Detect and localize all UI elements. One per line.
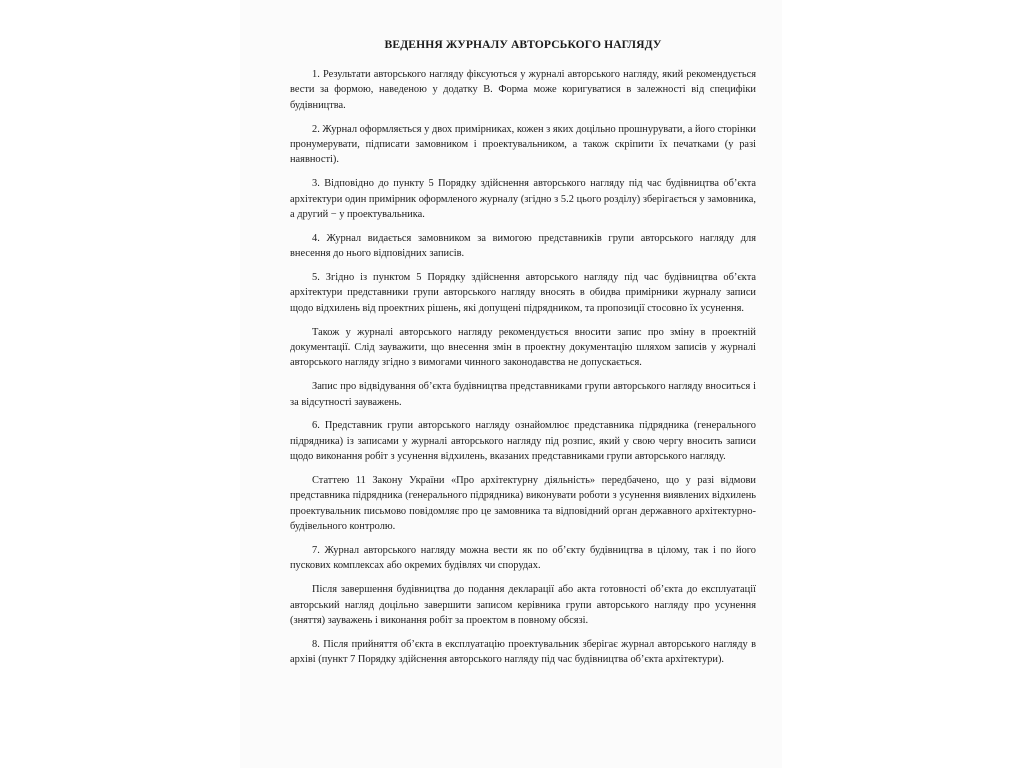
paragraph-8: 6. Представник групи авторського нагляду ознайомлює представника підрядника (генерального підрядника) із записами у журналі авторського нагляду під розпис, який у свою чергу вносить записи щодо виконання робіт з усунення відхилень, вказаних представниками групи авторського нагляду.	[290, 420, 756, 463]
paragraph-10: 7. Журнал авторського нагляду можна вести як по об’єкту будівництва в цілому, так і по його пускових комплексах або окремих будівлях чи спорудах.	[290, 545, 756, 572]
paragraph-1: 1. Результати авторського нагляду фіксуються у журналі авторського нагляду, який рекомендується вести за формою, наведеною у додатку В. Форма може коригуватися в залежності від специфіки будівництва.	[290, 69, 756, 111]
paragraph-12: 8. Після прийняття об’єкта в експлуатацію проектувальник зберігає журнал авторського нагляду в архіві (пункт 7 Порядку здійснення авторського нагляду під час будівництва об’єкта архітектури).	[290, 638, 756, 666]
document-title: ВЕДЕННЯ ЖУРНАЛУ АВТОРСЬКОГО НАГЛЯДУ	[384, 38, 662, 51]
paragraph-11: Після завершення будівництва до подання декларації або акта готовності об’єкта до експлуатації авторський нагляд доцільно завершити записом керівника групи авторського нагляду про усунення (зняття) зауважень і виконання робіт за проектом в повному обсязі.	[290, 584, 756, 627]
paragraph-9: Статтею 11 Закону України «Про архітектурну діяльність» передбачено, що у разі відмови представника підрядника (генерального підрядника) виконувати роботи з усунення виявлених відхилень проектувальник письмово повідомляє про це замовника та відповідний орган державного архітектурно-будівельного контролю.	[290, 475, 756, 533]
paragraph-2: 2. Журнал оформляється у двох примірниках, кожен з яких доцільно прошнурувати, а його сторінки пронумерувати, підписати замовником і проектувальником, а також скріпити їх печатками (у разі наявності).	[290, 123, 756, 166]
paragraph-4: 4. Журнал видається замовником за вимогою представників групи авторського нагляду для внесення до нього відповідних записів.	[290, 232, 756, 260]
paragraph-7: Запис про відвідування об’єкта будівництва представниками групи авторського нагляду вноситься і за відсутності зауважень.	[290, 381, 756, 408]
paragraph-3: 3. Відповідно до пункту 5 Порядку здійснення авторського нагляду під час будівництва об’єкта архітектури один примірник оформленого журналу (згідно з 5.2 цього розділу) зберігається у замовника, а другий − у проектувальника.	[290, 178, 756, 221]
paragraph-6: Також у журналі авторського нагляду рекомендується вносити запис про зміну в проектній документації. Слід зауважити, що внесення змін в проектну документацію шляхом записів у журналі авторського нагляду згідно з вимогами чинного законодавства не допускається.	[290, 326, 756, 369]
document-page	[240, 0, 782, 768]
paragraph-5: 5. Згідно із пунктом 5 Порядку здійснення авторського нагляду під час будівництва об’єкта архітектури представники групи авторського нагляду вносять в обидва примірники журналу записи щодо відхилень від проектних рішень, які допущені підрядником, та пропозиції стосовно їх усунення.	[290, 272, 756, 314]
